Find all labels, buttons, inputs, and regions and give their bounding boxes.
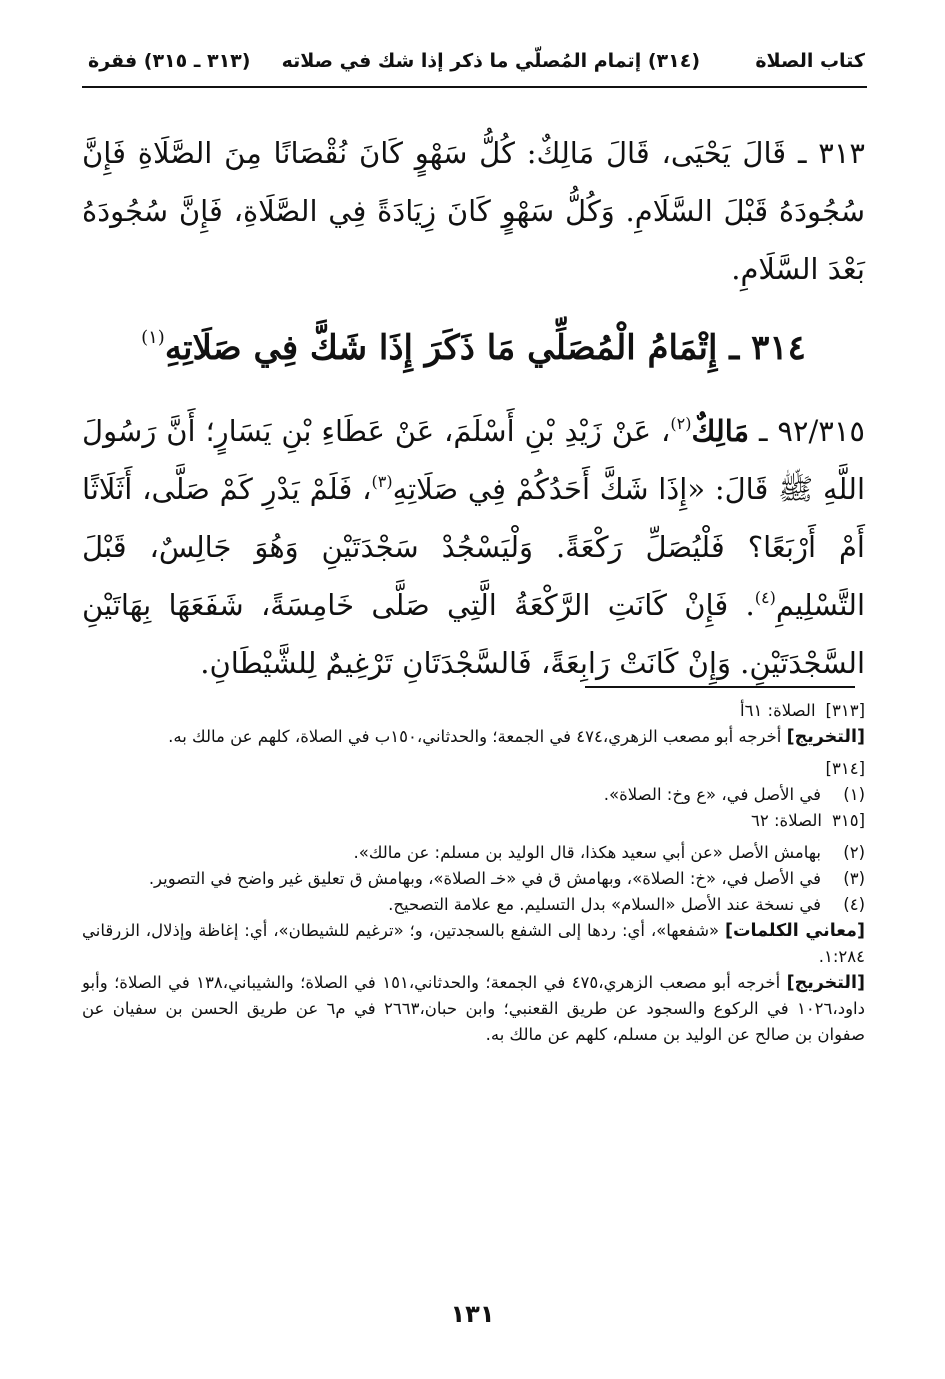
note-315-takhrij	[82, 970, 865, 1048]
note-313-takhrij	[82, 724, 865, 750]
glossary-label: [معاني الكلمات]	[724, 921, 865, 941]
hadith-text-part-1: ، عَنْ زَيْدِ بْنِ أَسْلَمَ، عَنْ عَطَاءِ بْنِ يَسَارٍ؛ أَنَّ رَسُولَ اللَّهِ ﷺ قَالَ: «إِذَا شَكَّ أَحَدُكُمْ فِي صَلَاتِهِ	[82, 414, 865, 506]
footnote-2-text: بهامش الأصل «عن أبي سعيد هكذا، قال الوليد بن مسلم: عن مالك».	[353, 843, 821, 862]
footnote-marker-4[interactable]: (٤)	[754, 588, 776, 607]
note-313-text: الصلاة: ٦١أ	[739, 701, 816, 720]
narrator-malik: مَالِكٌ	[691, 414, 750, 448]
page-number: ١٣١	[450, 1300, 495, 1328]
footnote-4-text: في نسخة عند الأصل «السلام» بدل التسليم. مع علامة التصحيح.	[388, 895, 821, 914]
header-book-title: كتاب الصلاة	[755, 50, 865, 72]
paragraph-315-number: ٩٢/٣١٥ ـ	[749, 414, 865, 448]
footnote-2	[82, 840, 865, 866]
chapter-heading-text: ٣١٤ ـ إِتْمَامُ الْمُصَلِّي مَا ذَكَرَ إِذَا شَكَّ فِي صَلَاتِهِ	[164, 328, 806, 368]
footnote-3-number: (٣)	[843, 869, 865, 888]
takhrij-label: [التخريج]	[786, 727, 865, 747]
footnote-1	[82, 782, 865, 808]
footnote-divider	[585, 686, 855, 688]
footnote-4-number: (٤)	[843, 895, 865, 914]
takhrij-label-315: [التخريج]	[786, 973, 865, 993]
paragraph-315	[82, 402, 865, 692]
footnote-2-number: (٢)	[843, 843, 865, 862]
hadith-text-part-3: . فَإِنْ كَانَتِ الرَّكْعَةُ الَّتِي صَلَّى خَامِسَةً، شَفَعَهَا بِهَاتَيْنِ السَّجْدَتَيْنِ. وَإِنْ كَانَتْ رَابِعَةً، فَالسَّجْدَتَانِ تَرْغِيمٌ لِلشَّيْطَانِ.	[82, 588, 865, 680]
header-divider	[82, 86, 867, 88]
footnote-1-text: في الأصل في، «ع وخ: الصلاة».	[603, 785, 821, 804]
header-paragraph-range: (٣١٣ ـ ٣١٥) فقرة	[88, 50, 251, 72]
footnote-marker-3[interactable]: (٣)	[371, 472, 393, 491]
running-header	[88, 46, 865, 86]
note-313-takhrij-text: أخرجه أبو مصعب الزهري،٤٧٤ في الجمعة؛ والحدثاني،١٥٠ب في الصلاة، كلهم عن مالك به.	[168, 727, 782, 746]
footnote-4	[82, 892, 865, 918]
hadith-text-part-2: ، فَلَمْ يَدْرِ كَمْ صَلَّى، أَثَلَاثًا أَمْ أَرْبَعًا؟ فَلْيُصَلِّ رَكْعَةً. وَلْيَسْجُدْ سَجْدَتَيْنِ وَهُوَ جَالِسٌ، قَبْلَ التَّسْلِيمِ	[82, 472, 865, 622]
chapter-heading	[82, 318, 865, 378]
note-313-source	[82, 698, 865, 724]
note-ref-315: [٣١٥	[831, 811, 865, 830]
header-chapter-title: (٣١٤) إتمام المُصلّي ما ذكر إذا شك في صلاته	[281, 50, 700, 72]
footnotes-section	[82, 698, 865, 1048]
note-315-text: الصلاة: ٦٢	[751, 811, 822, 830]
footnote-marker-1[interactable]: (١)	[141, 327, 165, 348]
footnote-marker-2[interactable]: (٢)	[670, 414, 692, 433]
note-ref-313: [٣١٣]	[825, 701, 865, 720]
footnote-3	[82, 866, 865, 892]
footnote-3-text: في الأصل في، «خ: الصلاة»، وبهامش ق في «خـ الصلاة»، وبهامش ق تعليق غير واضح في التصوير.	[148, 869, 821, 888]
note-ref-314: [٣١٤]	[825, 759, 865, 778]
note-315-source	[82, 808, 865, 834]
note-315-glossary	[82, 918, 865, 970]
note-314-ref	[82, 756, 865, 782]
glossary-text: «شفعها»، أي: ردها إلى الشفع بالسجدتين، و؛ «ترغيم للشيطان»، أي: إغاظة وإذلال، الزرقاني ١:٢٨٤.	[82, 921, 865, 966]
paragraph-313: ٣١٣ ـ قَالَ يَحْيَى، قَالَ مَالِكٌ: كُلُّ سَهْوٍ كَانَ نُقْصَانًا مِنَ الصَّلَاةِ فَإِنَّ سُجُودَهُ قَبْلَ السَّلَامِ. وَكُلُّ سَهْوٍ كَانَ زِيَادَةً فِي الصَّلَاةِ، فَإِنَّ سُجُودَهُ بَعْدَ السَّلَامِ.	[82, 136, 865, 286]
footnote-1-number: (١)	[843, 785, 865, 804]
note-315-takhrij-text: أخرجه أبو مصعب الزهري،٤٧٥ في الجمعة؛ والحدثاني،١٥١ في الصلاة؛ والشيباني،١٣٨ في الصلاة؛ وأبو داود،١٠٢٦ في الركوع والسجود عن طريق القعنبي؛ وابن حبان،٢٦٦٣ في م٦ عن طريق الحسن بن سفيان عن صفوان بن صالح عن الوليد بن مسلم، كلهم عن مالك به.	[82, 973, 865, 1044]
